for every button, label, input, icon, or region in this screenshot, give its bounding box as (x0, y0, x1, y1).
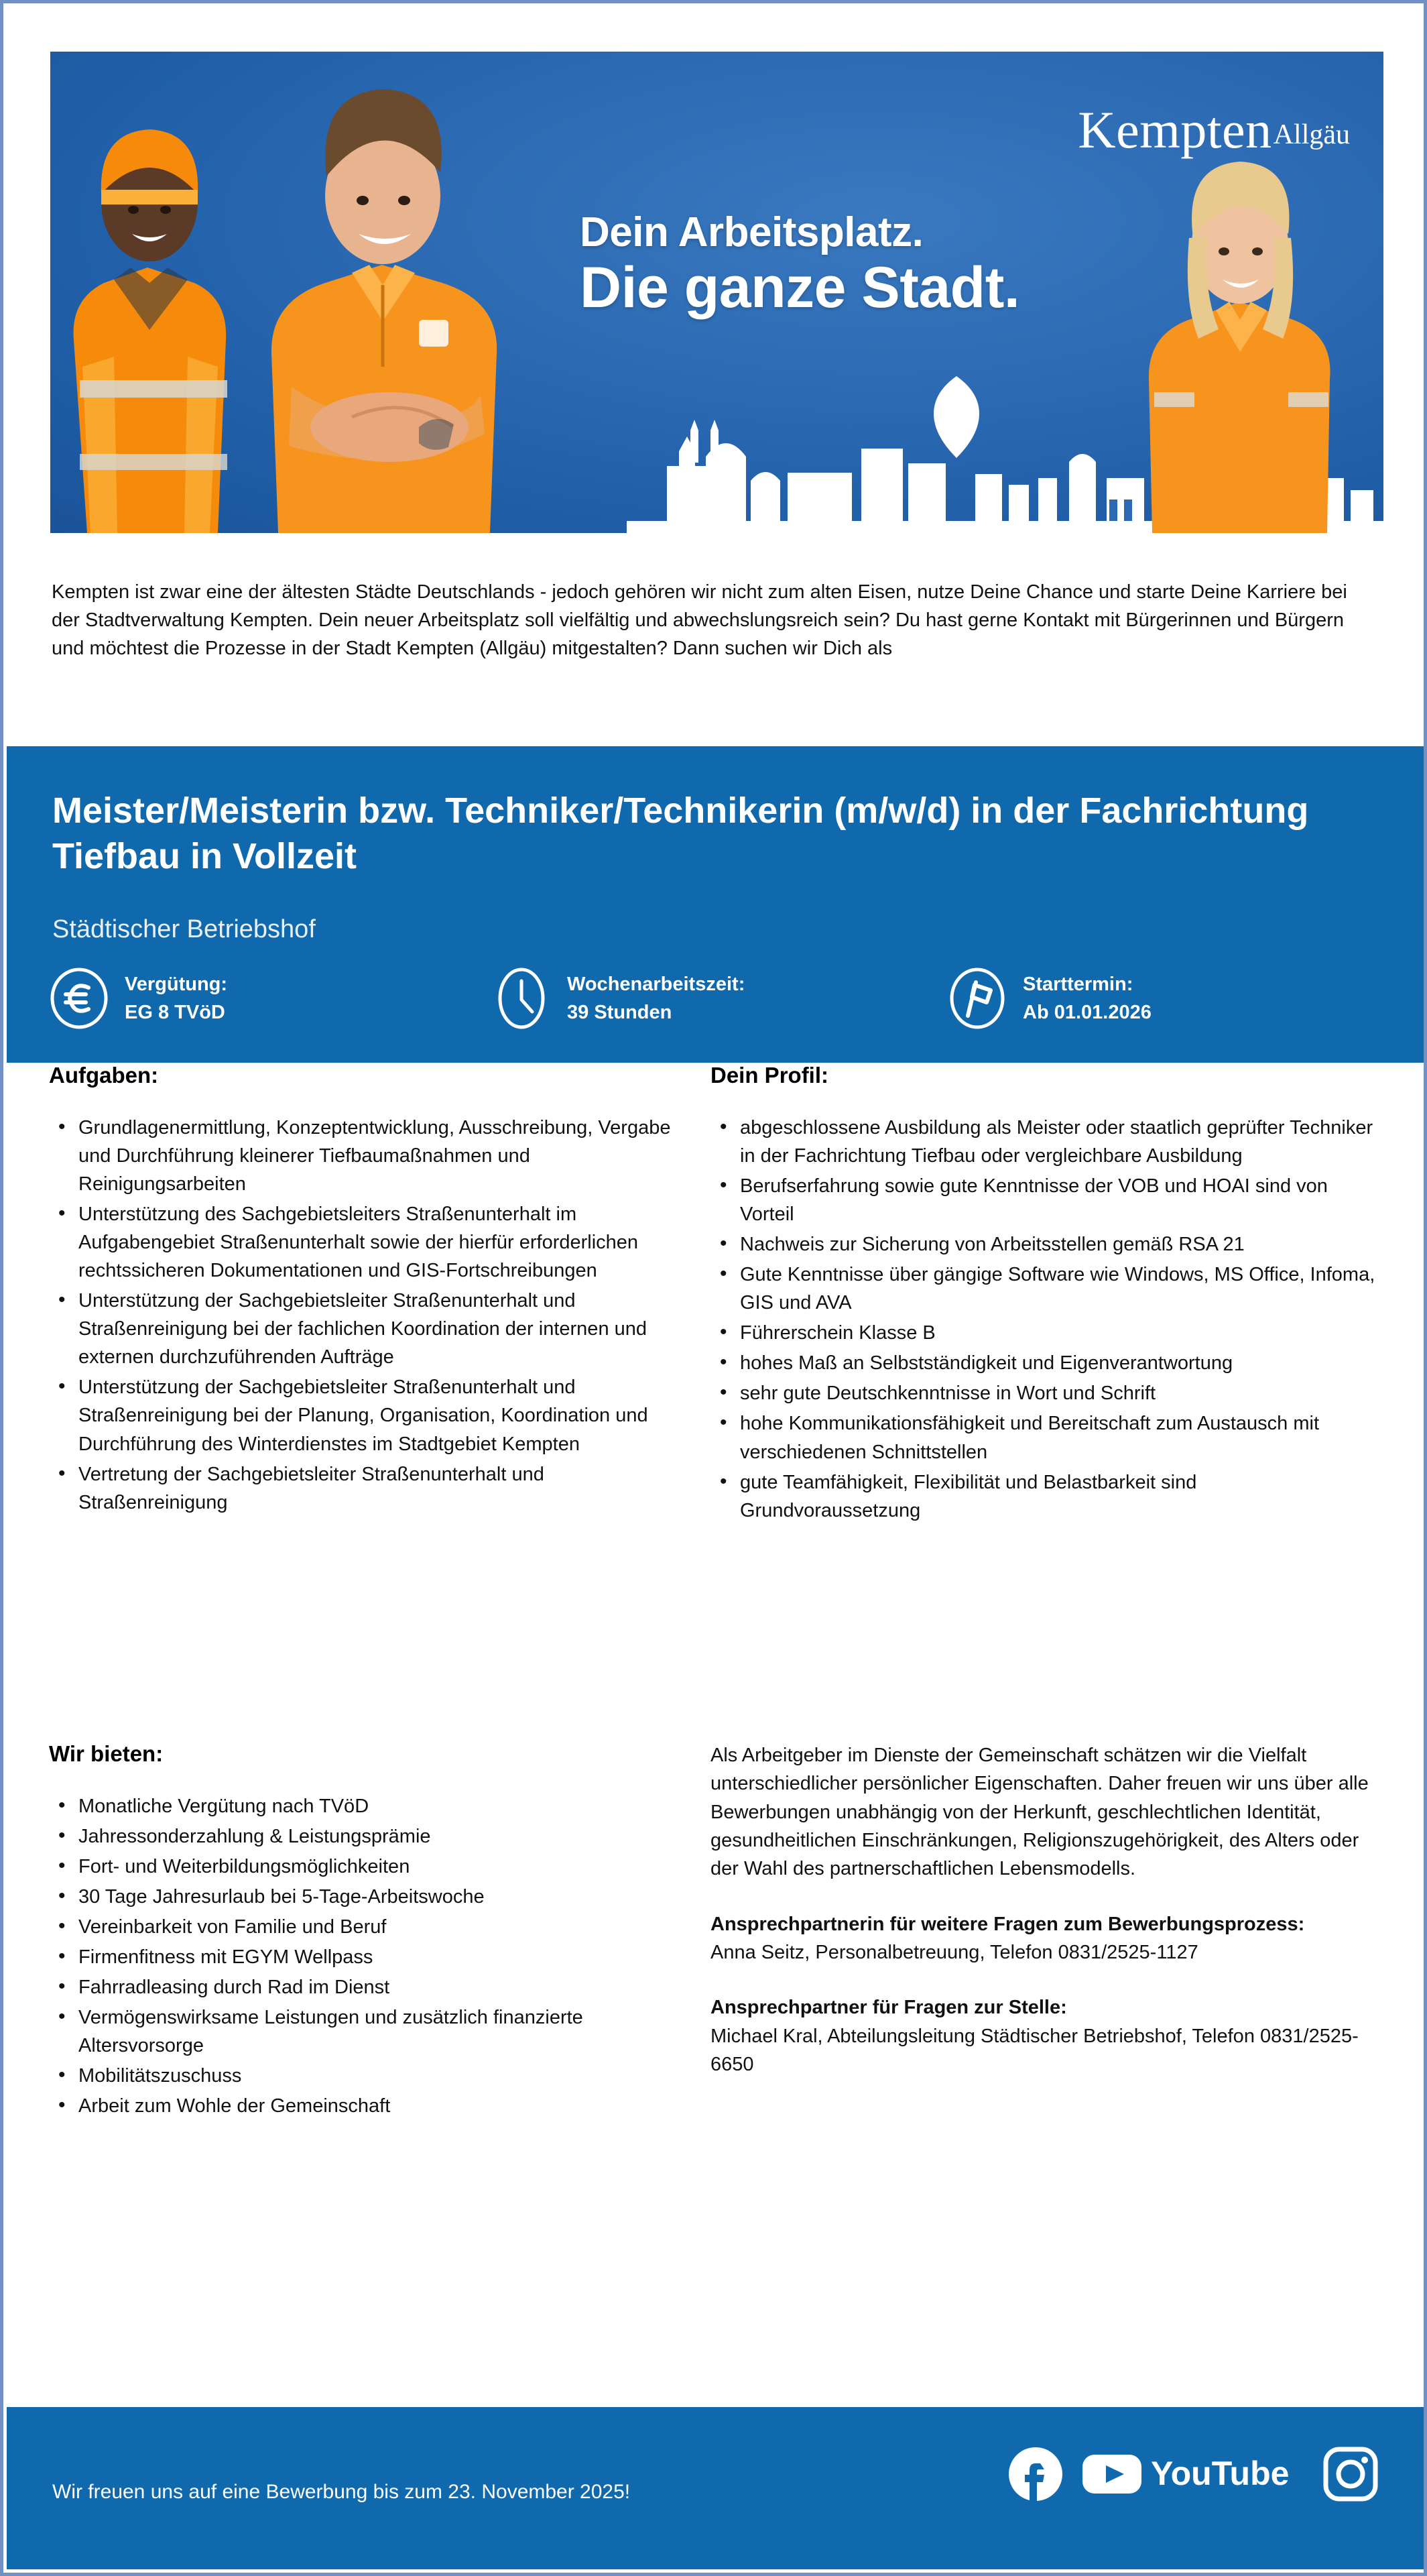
list-item: • Arbeit zum Wohle der Gemeinschaft (49, 2092, 692, 2120)
fact-verguetung-label: Vergütung: (125, 973, 228, 995)
tasks-heading: Aufgaben: (49, 1063, 159, 1088)
tasks-list (49, 1114, 692, 1517)
profile-column (710, 1063, 1377, 1527)
offer-column (49, 1741, 692, 2123)
list-item: • Mobilitätszuschuss (49, 2062, 692, 2090)
list-item: • sehr gute Deutschkenntnisse in Wort und Schrift (710, 1379, 1377, 1407)
offer-heading: Wir bieten: (49, 1741, 164, 1766)
job-facts (48, 968, 1389, 1029)
list-item: • Monatliche Vergütung nach TVöD (49, 1792, 692, 1820)
facebook-icon[interactable] (1007, 2446, 1064, 2502)
fact-wochenarbeitszeit-text (567, 970, 745, 1027)
fact-wochenarbeitszeit (491, 968, 946, 1029)
list-item: • Unterstützung des Sachgebietsleiters Straßenunterhalt im Aufgabengebiet Straßenunterhalt sowie der hierfür erforderlichen rechtssicheren Dokumentationen und GIS-Fortschreibungen (49, 1200, 692, 1285)
kempten-logo (1078, 100, 1350, 160)
spacer (710, 1967, 1377, 1993)
list-item: • Vertretung der Sachgebietsleiter Straßenunterhalt und Straßenreinigung (49, 1460, 692, 1517)
hero-banner (50, 52, 1383, 533)
list-item: • Fahrradleasing durch Rad im Dienst (49, 1973, 692, 2001)
fact-verguetung-text (125, 970, 227, 1027)
footer-band (7, 2407, 1427, 2569)
worker-center-illustration (251, 52, 533, 533)
list-item: • Nachweis zur Sicherung von Arbeitsstellen gemäß RSA 21 (710, 1230, 1377, 1258)
list-item: • gute Teamfähigkeit, Flexibilität und Belastbarkeit sind Grundvoraussetzung (710, 1468, 1377, 1525)
contact-1-heading: Ansprechpartnerin für weitere Fragen zum Bewerbungsprozess: (710, 1913, 1305, 1935)
list-item: • Unterstützung der Sachgebietsleiter Straßenunterhalt und Straßenreinigung bei der fachlichen Koordination der internen und externen durchzuführenden Aufträge (49, 1287, 692, 1371)
worker-photo-right (1129, 158, 1350, 533)
facebook-link[interactable] (1007, 2446, 1064, 2502)
tasks-column (49, 1063, 692, 1519)
diversity-paragraph: Als Arbeitgeber im Dienste der Gemeinschaft schätzen wir die Vielfalt unterschiedlicher persönlicher Eigenschaften. Daher freuen wir uns über alle Bewerbungen unabhängig von der Herkunft, geschlechtlichen Identität, gesundheitlichen Einschränkungen, Religionszugehörigkeit, des Alters oder der Wahl des partnerschaftlichen Lebensmodells. (710, 1745, 1369, 1880)
fact-wochenarbeitszeit-value: 39 Stunden (567, 1002, 672, 1023)
instagram-icon[interactable] (1322, 2446, 1379, 2502)
list-item: • Fort- und Weiterbildungsmöglichkeiten (49, 1853, 692, 1881)
list-item: • Gute Kenntnisse über gängige Software wie Windows, MS Office, Infoma, GIS und AVA (710, 1261, 1377, 1317)
fact-starttermin-label: Starttermin: (1023, 973, 1133, 995)
youtube-link[interactable] (1081, 2452, 1305, 2496)
page-title: Meister/Meisterin bzw. Techniker/Technikerin (m/w/d) in der Fachrichtung Tiefbau in Vollzeit (52, 791, 1309, 877)
instagram-link[interactable] (1322, 2446, 1379, 2502)
list-item: • abgeschlossene Ausbildung als Meister oder staatlich geprüfter Techniker in der Fachrichtung Tiefbau oder vergleichbare Ausbildung (710, 1114, 1377, 1170)
list-item: • Vermögenswirksame Leistungen und zusätzlich finanzierte Altersvorsorge (49, 2003, 692, 2060)
list-item: • Grundlagenermittlung, Konzeptentwicklung, Ausschreibung, Vergabe und Durchführung kleinerer Tiefbaumaßnahmen und Reinigungsarbeiten (49, 1114, 692, 1198)
job-title-band (7, 746, 1427, 1063)
worker-right-illustration (1129, 158, 1350, 533)
intro-paragraph: Kempten ist zwar eine der ältesten Städte Deutschlands - jedoch gehören wir nicht zum alten Eisen, nutze Deine Chance und starte Deine Karriere bei der Stadtverwaltung Kempten. Dein neuer Arbeitsplatz soll vielfältig und abwechslungsreich sein? Du hast gerne Kontakt mit Bürgerinnen und Bürgern und möchtest die Prozesse in der Stadt Kempten (Allgäu) mitgestalten? Dann suchen wir Dich als (52, 581, 1347, 659)
youtube-icon[interactable] (1081, 2452, 1143, 2496)
profile-heading: Dein Profil: (710, 1063, 829, 1088)
worker-photo-left (50, 52, 271, 533)
offer-list (49, 1792, 692, 2121)
diversity-contacts-column (710, 1741, 1377, 2079)
fact-starttermin-text (1023, 970, 1152, 1027)
worker-left-illustration (50, 52, 271, 533)
contact-2-detail: Michael Kral, Abteilungsleitung Städtischer Betriebshof, Telefon 0831/2525-6650 (710, 2025, 1359, 2075)
list-item: • Unterstützung der Sachgebietsleiter Straßenunterhalt und Straßenreinigung bei der Planung, Organisation, Koordination und Durchführung des Winterdienstes im Stadtgebiet Kempten (49, 1373, 692, 1458)
fact-starttermin (946, 968, 1349, 1029)
hero-headline-line1: Dein Arbeitsplatz. (580, 209, 924, 255)
svg-text:YouTube: YouTube (1151, 2455, 1290, 2492)
contact-2-heading: Ansprechpartner für Fragen zur Stelle: (710, 1997, 1067, 2019)
list-item: • Führerschein Klasse B (710, 1319, 1377, 1347)
fact-verguetung (48, 968, 491, 1029)
kempten-logo-sup: Allgäu (1273, 119, 1350, 150)
hero-headline (580, 209, 1019, 320)
list-item: • Firmenfitness mit EGYM Wellpass (49, 1943, 692, 1971)
hero-headline-line2: Die ganze Stadt. (580, 255, 1020, 320)
worker-photo-center (251, 52, 533, 533)
clock-icon (491, 968, 552, 1029)
list-item: • 30 Tage Jahresurlaub bei 5-Tage-Arbeitswoche (49, 1883, 692, 1911)
fact-verguetung-value: EG 8 TVöD (125, 1002, 225, 1023)
kempten-logo-main: Kempten (1078, 101, 1272, 159)
list-item: • hohe Kommunikationsfähigkeit und Bereitschaft zum Austausch mit verschiedenen Schnittstellen (710, 1409, 1377, 1466)
contact-1-detail: Anna Seitz, Personalbetreuung, Telefon 0831/2525-1127 (710, 1941, 1198, 1963)
social-links (1007, 2446, 1379, 2502)
application-deadline-text: Wir freuen uns auf eine Bewerbung bis zum 23. November 2025! (52, 2481, 631, 2503)
spacer (710, 1883, 1377, 1910)
list-item: • Berufserfahrung sowie gute Kenntnisse der VOB und HOAI sind von Vorteil (710, 1172, 1377, 1228)
list-item: • hohes Maß an Selbstständigkeit und Eigenverantwortung (710, 1349, 1377, 1377)
euro-icon (48, 968, 110, 1029)
flag-icon (946, 968, 1008, 1029)
list-item: • Vereinbarkeit von Familie und Beruf (49, 1913, 692, 1941)
job-department: Städtischer Betriebshof (52, 915, 316, 943)
fact-starttermin-value: Ab 01.01.2026 (1023, 1002, 1152, 1023)
list-item: • Jahressonderzahlung & Leistungsprämie (49, 1822, 692, 1851)
profile-list (710, 1114, 1377, 1525)
fact-wochenarbeitszeit-label: Wochenarbeitszeit: (567, 973, 745, 995)
youtube-wordmark-icon[interactable] (1151, 2455, 1305, 2494)
